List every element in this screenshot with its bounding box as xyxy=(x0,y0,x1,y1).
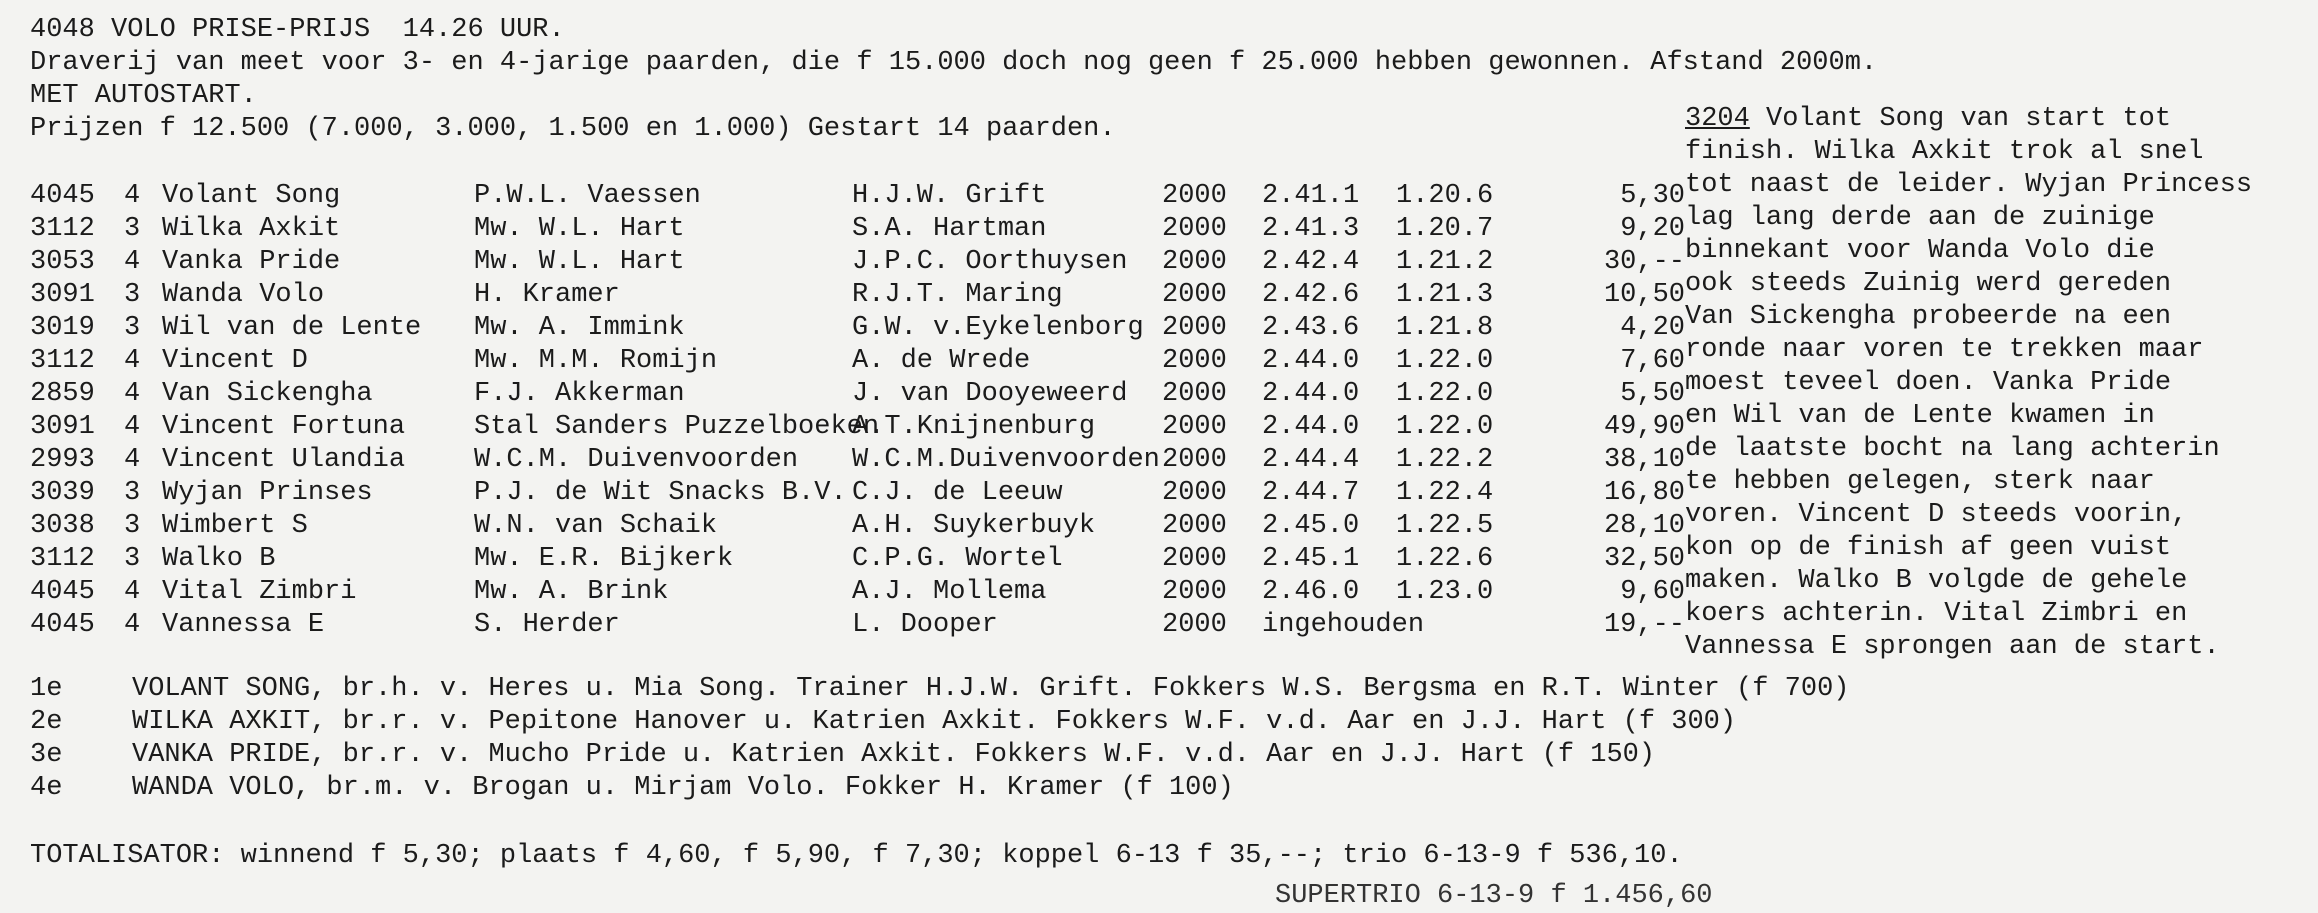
prize-info: Prijzen f 12.500 (7.000, 3.000, 1.500 en 1.000) Gestart 14 paarden. xyxy=(30,114,1116,144)
driver-name: A.T.Knijnenburg xyxy=(852,412,1096,442)
horse-age: 4 xyxy=(124,181,141,211)
commentary-line: te hebben gelegen, sterk naar xyxy=(1685,467,2155,497)
table-row xyxy=(30,378,1685,411)
commentary-line: lag lang derde aan de zuinige xyxy=(1685,203,2155,233)
race-time: 2.45.1 xyxy=(1262,544,1360,574)
table-row xyxy=(30,180,1685,213)
table-row xyxy=(30,411,1685,444)
race-commentary xyxy=(1685,103,2305,664)
commentary-line xyxy=(1685,103,2305,136)
distance: 2000 xyxy=(1162,610,1227,640)
commentary-line: finish. Wilka Axkit trok al snel xyxy=(1685,137,2204,167)
driver-name: C.J. de Leeuw xyxy=(852,478,1063,508)
horse-name: Walko B xyxy=(162,544,276,574)
owner-name: Mw. W.L. Hart xyxy=(474,214,685,244)
previous-race-number: 2859 xyxy=(30,379,95,409)
table-row xyxy=(30,213,1685,246)
start-type: MET AUTOSTART. xyxy=(30,81,257,111)
horse-name: Wilka Axkit xyxy=(162,214,341,244)
driver-name: C.P.G. Wortel xyxy=(852,544,1063,574)
race-time: 2.41.1 xyxy=(1262,181,1360,211)
horse-age: 3 xyxy=(124,478,141,508)
distance: 2000 xyxy=(1162,181,1227,211)
commentary-line: voren. Vincent D steeds voorin, xyxy=(1685,500,2188,530)
placing-details: VANKA PRIDE, br.r. v. Mucho Pride u. Katrien Axkit. Fokkers W.F. v.d. Aar en J.J. Hart (f 150) xyxy=(132,740,1656,770)
owner-name: W.C.M. Duivenvoorden xyxy=(474,445,799,475)
distance: 2000 xyxy=(1162,280,1227,310)
commentary-line: koers achterin. Vital Zimbri en xyxy=(1685,599,2188,629)
km-time: 1.22.0 xyxy=(1396,412,1494,442)
race-time: 2.44.4 xyxy=(1262,445,1360,475)
horse-name: Van Sickengha xyxy=(162,379,373,409)
owner-name: Stal Sanders Puzzelboeken xyxy=(474,412,880,442)
placing-details: VOLANT SONG, br.h. v. Heres u. Mia Song. Trainer H.J.W. Grift. Fokkers W.S. Bergsma en R.T. Winter (f 700) xyxy=(132,674,1850,704)
horse-name: Vannessa E xyxy=(162,610,325,640)
previous-race-number: 3091 xyxy=(30,412,95,442)
odds: 5,50 xyxy=(1620,379,1685,409)
odds: 9,60 xyxy=(1620,577,1685,607)
commentary-line: tot naast de leider. Wyjan Princess xyxy=(1685,170,2253,200)
owner-name: F.J. Akkerman xyxy=(474,379,685,409)
supertrio-line: SUPERTRIO 6-13-9 f 1.456,60 xyxy=(1275,881,1713,911)
driver-name: L. Dooper xyxy=(852,610,998,640)
km-time: 1.23.0 xyxy=(1396,577,1494,607)
km-time: 1.20.6 xyxy=(1396,181,1494,211)
owner-name: P.W.L. Vaessen xyxy=(474,181,701,211)
commentary-line: kon op de finish af geen vuist xyxy=(1685,533,2172,563)
distance: 2000 xyxy=(1162,544,1227,574)
race-time: 2.44.0 xyxy=(1262,346,1360,376)
totalisator-line: TOTALISATOR: winnend f 5,30; plaats f 4,60, f 5,90, f 7,30; koppel 6-13 f 35,--; trio 6-13-9 f 536,10. xyxy=(30,841,1683,871)
previous-race-number: 3019 xyxy=(30,313,95,343)
odds: 32,50 xyxy=(1603,544,1685,574)
commentary-line: Vannessa E sprongen aan de start. xyxy=(1685,632,2220,662)
horse-name: Vincent D xyxy=(162,346,308,376)
previous-race-number: 3112 xyxy=(30,544,95,574)
distance: 2000 xyxy=(1162,313,1227,343)
owner-name: Mw. W.L. Hart xyxy=(474,247,685,277)
driver-name: A.J. Mollema xyxy=(852,577,1047,607)
table-row xyxy=(30,444,1685,477)
horse-age: 4 xyxy=(124,247,141,277)
placing-rank: 1e xyxy=(30,674,63,704)
horse-name: Wyjan Prinses xyxy=(162,478,373,508)
owner-name: Mw. M.M. Romijn xyxy=(474,346,718,376)
km-time: 1.20.7 xyxy=(1396,214,1494,244)
placing-details: WILKA AXKIT, br.r. v. Pepitone Hanover u. Katrien Axkit. Fokkers W.F. v.d. Aar en J.J. Hart (f 300) xyxy=(132,707,1737,737)
distance: 2000 xyxy=(1162,346,1227,376)
odds: 49,90 xyxy=(1603,412,1685,442)
horse-age: 3 xyxy=(124,280,141,310)
placing-rank: 4e xyxy=(30,773,63,803)
km-time: 1.22.0 xyxy=(1396,379,1494,409)
odds: 9,20 xyxy=(1620,214,1685,244)
race-title: 4048 VOLO PRISE-PRIJS 14.26 UUR. xyxy=(30,15,565,45)
distance: 2000 xyxy=(1162,214,1227,244)
driver-name: R.J.T. Maring xyxy=(852,280,1063,310)
horse-age: 3 xyxy=(124,313,141,343)
km-time: 1.22.4 xyxy=(1396,478,1494,508)
distance: 2000 xyxy=(1162,478,1227,508)
odds: 5,30 xyxy=(1620,181,1685,211)
race-time: 2.44.0 xyxy=(1262,412,1360,442)
driver-name: A.H. Suykerbuyk xyxy=(852,511,1096,541)
km-time: 1.22.5 xyxy=(1396,511,1494,541)
previous-race-number: 3112 xyxy=(30,346,95,376)
horse-name: Vanka Pride xyxy=(162,247,341,277)
owner-name: S. Herder xyxy=(474,610,620,640)
race-time: 2.45.0 xyxy=(1262,511,1360,541)
owner-name: Mw. A. Brink xyxy=(474,577,669,607)
table-row xyxy=(30,279,1685,312)
race-time: 2.44.0 xyxy=(1262,379,1360,409)
driver-name: G.W. v.Eykelenborg xyxy=(852,313,1144,343)
table-row xyxy=(30,543,1685,576)
commentary-line: en Wil van de Lente kwamen in xyxy=(1685,401,2155,431)
table-row xyxy=(30,246,1685,279)
commentary-line: de laatste bocht na lang achterin xyxy=(1685,434,2220,464)
results-table xyxy=(30,180,1685,642)
distance: 2000 xyxy=(1162,247,1227,277)
horse-age: 4 xyxy=(124,577,141,607)
placing-details: WANDA VOLO, br.m. v. Brogan u. Mirjam Volo. Fokker H. Kramer (f 100) xyxy=(132,773,1234,803)
commentary-line: binnekant voor Wanda Volo die xyxy=(1685,236,2155,266)
odds: 16,80 xyxy=(1603,478,1685,508)
previous-race-number: 3053 xyxy=(30,247,95,277)
owner-name: P.J. de Wit Snacks B.V. xyxy=(474,478,847,508)
previous-race-number: 3039 xyxy=(30,478,95,508)
horse-age: 4 xyxy=(124,445,141,475)
horse-name: Wil van de Lente xyxy=(162,313,422,343)
driver-name: J. van Dooyeweerd xyxy=(852,379,1128,409)
table-row xyxy=(30,609,1685,642)
distance: 2000 xyxy=(1162,511,1227,541)
race-time: 2.43.6 xyxy=(1262,313,1360,343)
placing-rank: 3e xyxy=(30,740,63,770)
driver-name: W.C.M.Duivenvoorden xyxy=(852,445,1160,475)
odds: 10,50 xyxy=(1603,280,1685,310)
horse-name: Wimbert S xyxy=(162,511,308,541)
table-row xyxy=(30,312,1685,345)
horse-age: 4 xyxy=(124,346,141,376)
owner-name: W.N. van Schaik xyxy=(474,511,718,541)
commentary-line: moest teveel doen. Vanka Pride xyxy=(1685,368,2172,398)
odds: 7,60 xyxy=(1620,346,1685,376)
km-time: 1.22.0 xyxy=(1396,346,1494,376)
horse-age: 4 xyxy=(124,610,141,640)
race-header xyxy=(30,14,1877,146)
previous-race-number: 3112 xyxy=(30,214,95,244)
previous-race-number: 3091 xyxy=(30,280,95,310)
owner-name: Mw. A. Immink xyxy=(474,313,685,343)
horse-age: 3 xyxy=(124,544,141,574)
previous-race-number: 4045 xyxy=(30,181,95,211)
km-time: 1.21.3 xyxy=(1396,280,1494,310)
horse-name: Volant Song xyxy=(162,181,341,211)
odds: 30,-- xyxy=(1603,247,1685,277)
race-time: 2.41.3 xyxy=(1262,214,1360,244)
horse-age: 3 xyxy=(124,214,141,244)
horse-name: Wanda Volo xyxy=(162,280,325,310)
commentary-line: maken. Walko B volgde de gehele xyxy=(1685,566,2188,596)
distance: 2000 xyxy=(1162,379,1227,409)
commentary-first-line: Volant Song van start tot xyxy=(1749,104,2172,134)
odds: 28,10 xyxy=(1603,511,1685,541)
km-time: 1.22.6 xyxy=(1396,544,1494,574)
table-row xyxy=(30,576,1685,609)
distance: 2000 xyxy=(1162,412,1227,442)
race-time: ingehouden xyxy=(1262,610,1425,640)
commentary-line: ook steeds Zuinig werd gereden xyxy=(1685,269,2172,299)
owner-name: Mw. E.R. Bijkerk xyxy=(474,544,734,574)
odds: 38,10 xyxy=(1603,445,1685,475)
race-time: 2.44.7 xyxy=(1262,478,1360,508)
previous-race-number: 4045 xyxy=(30,610,95,640)
previous-race-number: 4045 xyxy=(30,577,95,607)
placing-rank: 2e xyxy=(30,707,63,737)
table-row xyxy=(30,345,1685,378)
driver-name: H.J.W. Grift xyxy=(852,181,1047,211)
commentary-line: ronde naar voren te trekken maar xyxy=(1685,335,2204,365)
horse-name: Vincent Fortuna xyxy=(162,412,406,442)
horse-name: Vital Zimbri xyxy=(162,577,357,607)
horse-name: Vincent Ulandia xyxy=(162,445,406,475)
horse-age: 3 xyxy=(124,511,141,541)
owner-name: H. Kramer xyxy=(474,280,620,310)
km-time: 1.21.2 xyxy=(1396,247,1494,277)
km-time: 1.22.2 xyxy=(1396,445,1494,475)
previous-race-number: 3038 xyxy=(30,511,95,541)
distance: 2000 xyxy=(1162,445,1227,475)
race-time: 2.46.0 xyxy=(1262,577,1360,607)
commentary-ref: 3204 xyxy=(1685,104,1750,134)
race-time: 2.42.6 xyxy=(1262,280,1360,310)
driver-name: J.P.C. Oorthuysen xyxy=(852,247,1128,277)
race-conditions: Draverij van meet voor 3- en 4-jarige paarden, die f 15.000 doch nog geen f 25.000 hebben gewonnen. Afstand 2000m. xyxy=(30,48,1878,78)
odds: 19,-- xyxy=(1603,610,1685,640)
table-row xyxy=(30,510,1685,543)
previous-race-number: 2993 xyxy=(30,445,95,475)
horse-age: 4 xyxy=(124,412,141,442)
table-row xyxy=(30,477,1685,510)
commentary-line: Van Sickengha probeerde na een xyxy=(1685,302,2172,332)
distance: 2000 xyxy=(1162,577,1227,607)
km-time: 1.21.8 xyxy=(1396,313,1494,343)
driver-name: A. de Wrede xyxy=(852,346,1031,376)
driver-name: S.A. Hartman xyxy=(852,214,1047,244)
horse-age: 4 xyxy=(124,379,141,409)
race-time: 2.42.4 xyxy=(1262,247,1360,277)
odds: 4,20 xyxy=(1620,313,1685,343)
